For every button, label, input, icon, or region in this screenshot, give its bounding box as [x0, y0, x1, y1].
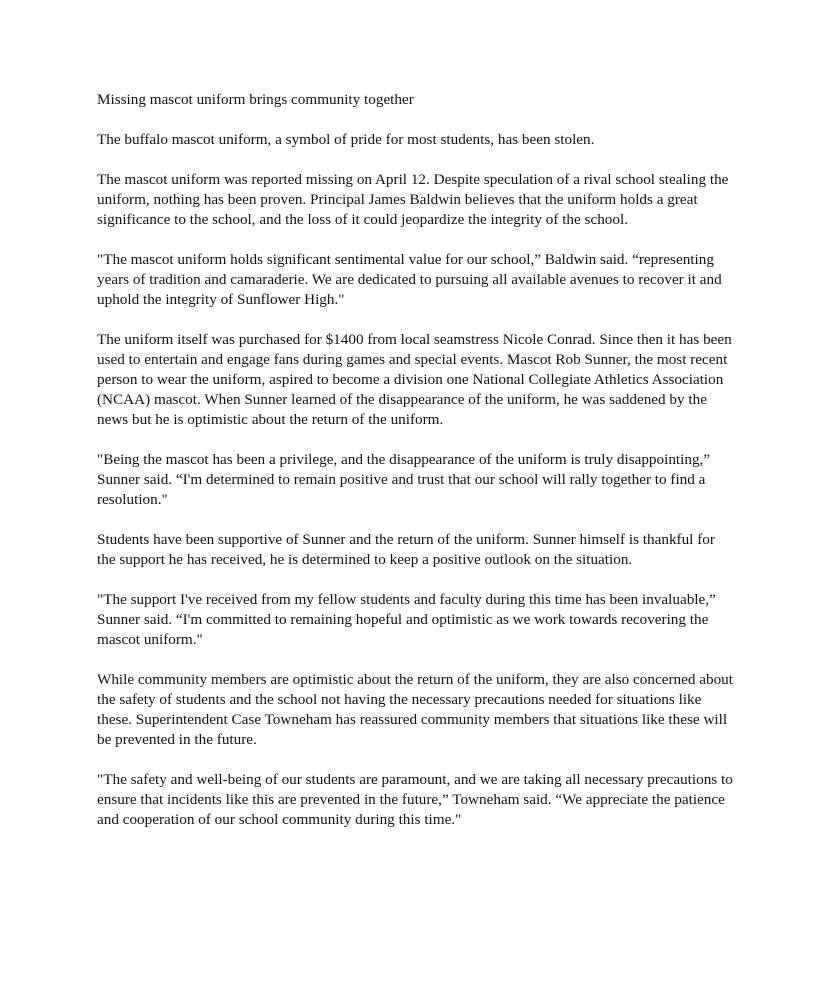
- article-body: [97, 90, 737, 850]
- paragraph-9: "The safety and well-being of our students are paramount, and we are taking all necessary precautions to ensure that incidents like this are prevented in the future,” Towneham said. “We appreciate the patience and cooperation of our school community during this time.": [97, 771, 733, 828]
- paragraph-4: The uniform itself was purchased for $1400 from local seamstress Nicole Conrad. Since then it has been used to entertain and engage fans during games and special events. Mascot Rob Sunner, the most recent person to wear the uniform, aspired to become a division one National Collegiate Athletics Association (NCAA) mascot. When Sunner learned of the disappearance of the uniform, he was saddened by the news but he is optimistic about the return of the uniform.: [97, 331, 732, 428]
- paragraph-6: Students have been supportive of Sunner and the return of the uniform. Sunner himself is thankful for the support he has received, he is determined to keep a positive outlook on the situation.: [97, 531, 715, 568]
- paragraph-7: "The support I've received from my fellow students and faculty during this time has been invaluable,” Sunner said. “I'm committed to remaining hopeful and optimistic as we work towards recovering the mascot uniform.": [97, 591, 716, 648]
- paragraph-5: "Being the mascot has been a privilege, and the disappearance of the uniform is truly disappointing,” Sunner said. “I'm determined to remain positive and trust that our school will rally together to find a resolution.": [97, 451, 711, 508]
- paragraph-1: The buffalo mascot uniform, a symbol of pride for most students, has been stolen.: [97, 131, 595, 148]
- paragraph-2: The mascot uniform was reported missing on April 12. Despite speculation of a rival school stealing the uniform, nothing has been proven. Principal James Baldwin believes that the uniform holds a great significance to the school, and the loss of it could jeopardize the integrity of the school.: [97, 171, 729, 228]
- paragraph-8: While community members are optimistic about the return of the uniform, they are also concerned about the safety of students and the school not having the necessary precautions needed for situations like these. Superintendent Case Towneham has reassured community members that situations like these will be prevented in the future.: [97, 671, 733, 748]
- article-title: Missing mascot uniform brings community together: [97, 91, 414, 108]
- paragraph-3: "The mascot uniform holds significant sentimental value for our school,” Baldwin said. “representing years of tradition and camaraderie. We are dedicated to pursuing all available avenues to recover it and uphold the integrity of Sunflower High.": [97, 251, 722, 308]
